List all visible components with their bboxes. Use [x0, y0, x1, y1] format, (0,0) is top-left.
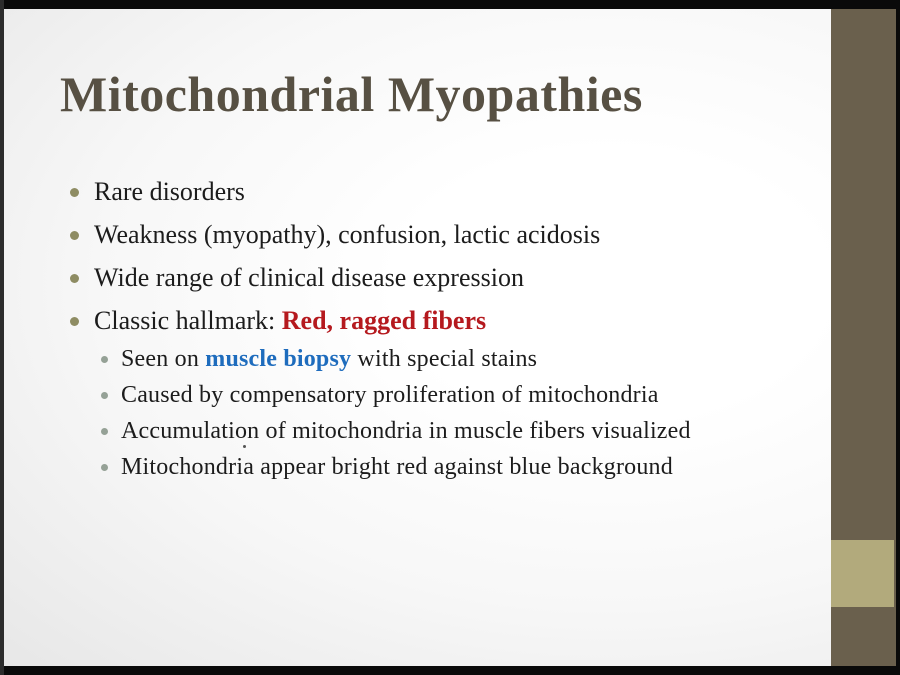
stray-mark-dot	[243, 445, 246, 448]
text-segment: Mitochondria appear bright red against blue background	[121, 454, 673, 480]
text-segment: with special stains	[351, 346, 538, 372]
text-segment: Classic hallmark:	[94, 306, 282, 335]
bullet-text	[94, 220, 600, 250]
bullet-text	[94, 306, 486, 336]
bullet-item	[70, 177, 245, 207]
slide-canvas	[4, 9, 896, 666]
text-segment: Wide range of clinical disease expression	[94, 263, 524, 292]
text-segment: Rare disorders	[94, 177, 245, 206]
bullet-dot-icon	[101, 464, 108, 471]
slide-accent-square	[831, 540, 894, 607]
bullet-dot-icon	[70, 317, 79, 326]
slide-title: Mitochondrial Myopathies	[60, 66, 643, 122]
text-segment: Accumulation of mitochondria in muscle fibers visualized	[121, 418, 691, 444]
bullet-text	[121, 346, 537, 373]
letterbox-right	[896, 0, 900, 675]
bullet-text	[121, 418, 691, 445]
bullet-text	[121, 382, 659, 409]
bullet-item	[70, 220, 600, 250]
text-segment: Seen on	[121, 346, 206, 372]
red-emphasis-text: Red, ragged fibers	[281, 306, 487, 335]
sub-bullet-item	[101, 346, 537, 373]
bullet-text	[94, 177, 245, 207]
letterbox-top	[0, 0, 900, 9]
bullet-dot-icon	[101, 356, 108, 363]
sub-bullet-item	[101, 382, 659, 409]
letterbox-bottom	[0, 666, 900, 675]
letterbox-left	[0, 0, 4, 675]
sub-bullet-item	[101, 418, 691, 445]
text-segment: Caused by compensatory proliferation of mitochondria	[121, 382, 659, 408]
bullet-dot-icon	[101, 392, 108, 399]
text-segment: Weakness (myopathy), confusion, lactic acidosis	[94, 220, 601, 249]
bullet-item	[70, 306, 486, 336]
bullet-text	[94, 263, 524, 293]
bullet-text	[121, 454, 673, 481]
bullet-dot-icon	[70, 231, 79, 240]
sub-bullet-item	[101, 454, 673, 481]
blue-emphasis-text: muscle biopsy	[205, 346, 352, 372]
bullet-item	[70, 263, 524, 293]
bullet-dot-icon	[70, 188, 79, 197]
bullet-dot-icon	[70, 274, 79, 283]
bullet-dot-icon	[101, 428, 108, 435]
